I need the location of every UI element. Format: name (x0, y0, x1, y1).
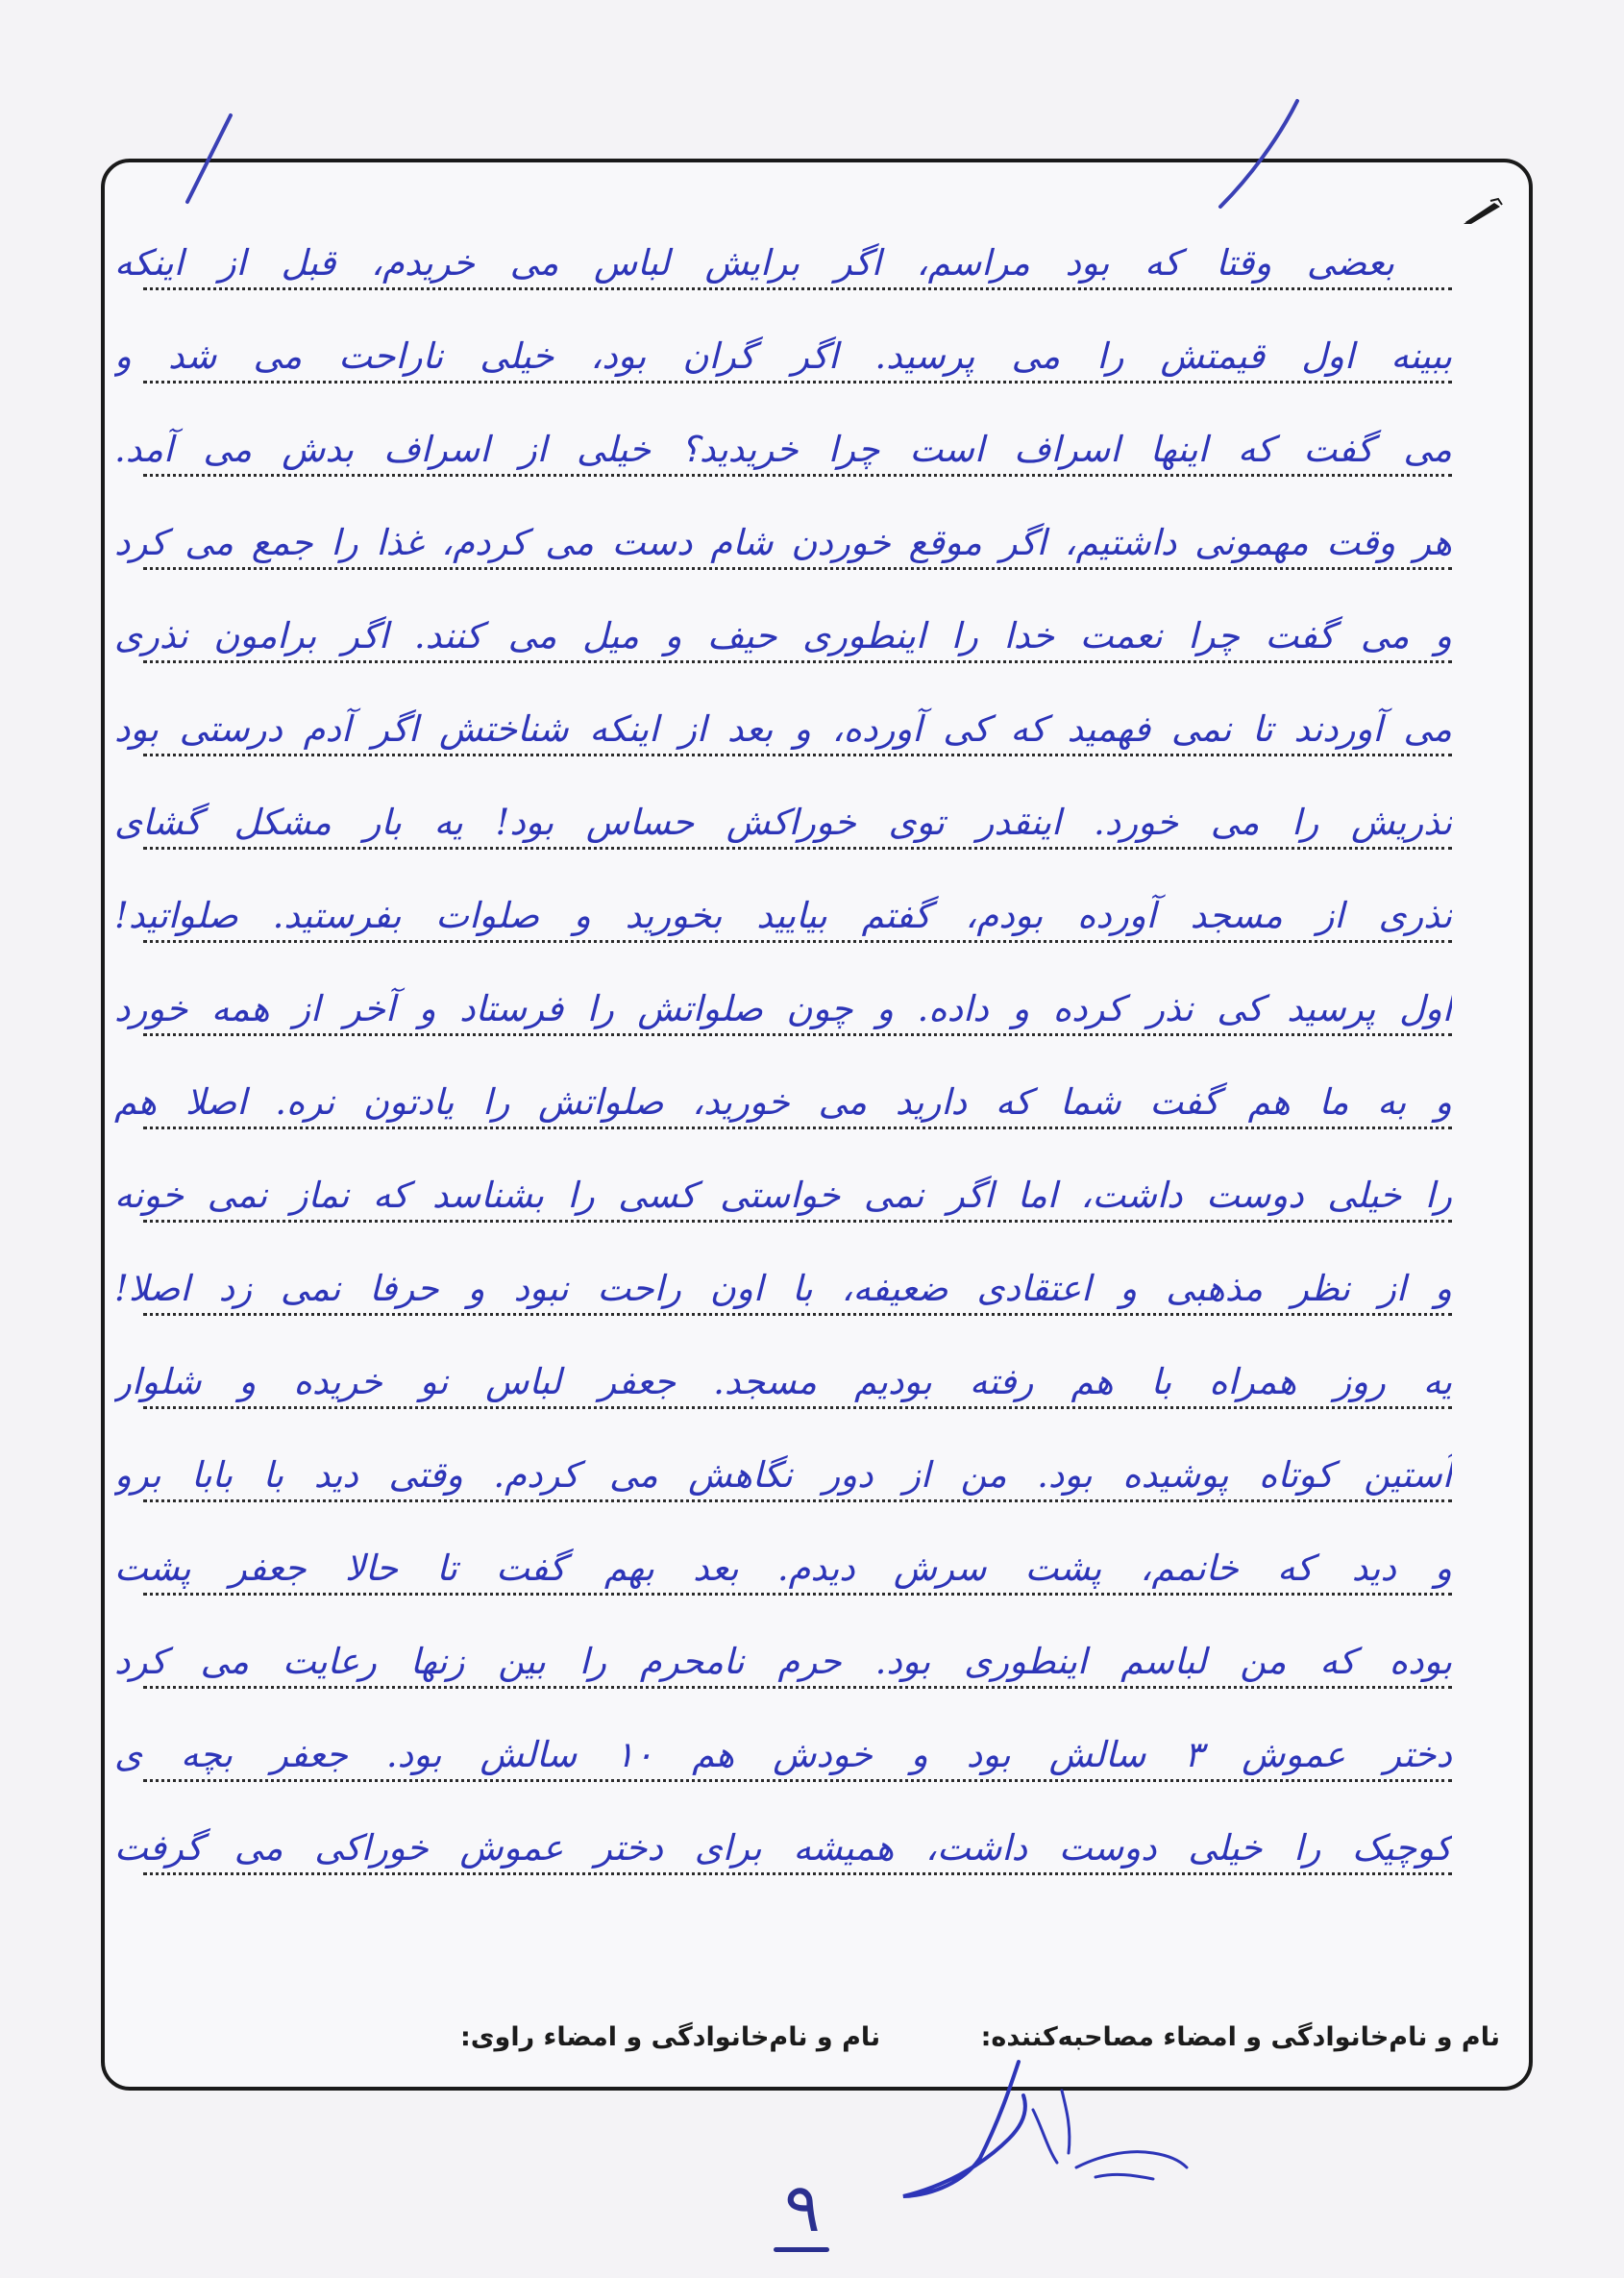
handwritten-text: می گفت که اینها اسراف است چرا خریدید؟ خیلی از اسراف بدش می آمد. (114, 429, 1452, 470)
pen-icon (1462, 197, 1504, 226)
handwritten-line (114, 684, 1452, 778)
handwritten-line (114, 778, 1452, 871)
page-number-underline (774, 2247, 829, 2252)
handwritten-text: یه روز همراه با هم رفته بودیم مسجد. جعفر لباس نو خریده و شلوار (114, 1361, 1452, 1402)
handwritten-line (114, 591, 1452, 684)
handwritten-line (114, 311, 1452, 405)
handwritten-text: بوده که من لباسم اینطوری بود. حرم نامحرم را بین زنها رعایت می کرد (114, 1641, 1452, 1682)
handwritten-line (114, 1710, 1452, 1803)
handwritten-line (114, 498, 1452, 591)
signature-scribble (865, 2052, 1230, 2216)
handwritten-line (114, 405, 1452, 498)
handwritten-text: اول پرسید کی نذر کرده و داده. و چون صلواتش را فرستاد و آخر از همه خورد (114, 988, 1452, 1029)
signature-labels (143, 2022, 1500, 2052)
dotted-rule (143, 1593, 1452, 1596)
handwritten-text: کوچیک را خیلی دوست داشت، همیشه برای دختر عموش خوراکی می گرفت (114, 1827, 1452, 1869)
margin-stroke (173, 106, 250, 211)
handwritten-line (114, 1057, 1452, 1151)
handwritten-line (114, 1151, 1452, 1244)
dotted-rule (143, 1033, 1452, 1036)
handwritten-line (114, 1244, 1452, 1337)
handwritten-line (114, 1617, 1452, 1710)
dotted-rule (143, 287, 1452, 290)
handwritten-text: و به ما هم گفت شما که دارید می خورید، صلواتش را یادتون نره. اصلا هم (114, 1081, 1452, 1123)
handwritten-line (114, 1337, 1452, 1430)
handwritten-text: ببینه اول قیمتش را می پرسید. اگر گران بود، خیلی ناراحت می شد و (114, 335, 1452, 377)
dotted-rule (143, 1220, 1452, 1223)
handwritten-line (114, 1523, 1452, 1617)
handwritten-line (114, 1803, 1452, 1896)
dotted-rule (143, 1872, 1452, 1875)
margin-stroke (1201, 91, 1316, 216)
handwritten-line (114, 871, 1452, 964)
handwritten-text: را خیلی دوست داشت، اما اگر نمی خواستی کسی را بشناسد که نماز نمی خونه (114, 1175, 1452, 1216)
handwritten-line (114, 218, 1452, 311)
dotted-rule (143, 660, 1452, 663)
dotted-rule (143, 940, 1452, 943)
dotted-rule (143, 381, 1452, 384)
handwritten-lines (114, 218, 1452, 1896)
handwritten-line (114, 964, 1452, 1057)
dotted-rule (143, 847, 1452, 850)
dotted-rule (143, 474, 1452, 477)
handwritten-text: بعضی وقتا که بود مراسم، اگر برایش لباس می خریدم، قبل از اینکه (114, 242, 1394, 284)
interviewer-signature-label: نام و نام‌خانوادگی و امضاء مصاحبه‌کننده: (980, 2022, 1500, 2052)
handwritten-text: هر وقت مهمونی داشتیم، اگر موقع خوردن شام دست می کردم، غذا را جمع می کرد (114, 522, 1452, 563)
page-number: ۹ (784, 2168, 821, 2247)
handwritten-text: و دید که خانمم، پشت سرش دیدم. بعد بهم گفت تا حالا جعفر پشت (114, 1548, 1452, 1589)
handwritten-line (114, 1430, 1452, 1523)
handwritten-text: و از نظر مذهبی و اعتقادی ضعیفه، با اون راحت نبود و حرفا نمی زد اصلا! (114, 1268, 1452, 1309)
dotted-rule (143, 1779, 1452, 1782)
form-frame (101, 159, 1533, 2091)
handwritten-text: آستین کوتاه پوشیده بود. من از دور نگاهش می کردم. وقتی دید با بابا برو (114, 1454, 1452, 1496)
dotted-rule (143, 1686, 1452, 1689)
dotted-rule (143, 1406, 1452, 1409)
handwritten-text: نذریش را می خورد. اینقدر توی خوراکش حساس بود! یه بار مشکل گشای (114, 802, 1452, 843)
dotted-rule (143, 1499, 1452, 1502)
dotted-rule (143, 1127, 1452, 1129)
handwritten-text: و می گفت چرا نعمت خدا را اینطوری حیف و میل می کنند. اگر برامون نذری (114, 615, 1452, 656)
narrator-signature-label: نام و نام‌خانوادگی و امضاء راوی: (460, 2022, 881, 2052)
dotted-rule (143, 567, 1452, 570)
handwritten-text: دختر عموش ۳ سالش بود و خودش هم ۱۰ سالش بود. جعفر بچه ی (114, 1734, 1452, 1775)
dotted-rule (143, 1313, 1452, 1316)
dotted-rule (143, 754, 1452, 756)
handwritten-text: می آوردند تا نمی فهمید که کی آورده، و بعد از اینکه شناختش اگر آدم درستی بود (114, 708, 1452, 750)
handwritten-text: نذری از مسجد آورده بودم، گفتم بیایید بخورید و صلوات بفرستید. صلواتید! (114, 895, 1452, 936)
